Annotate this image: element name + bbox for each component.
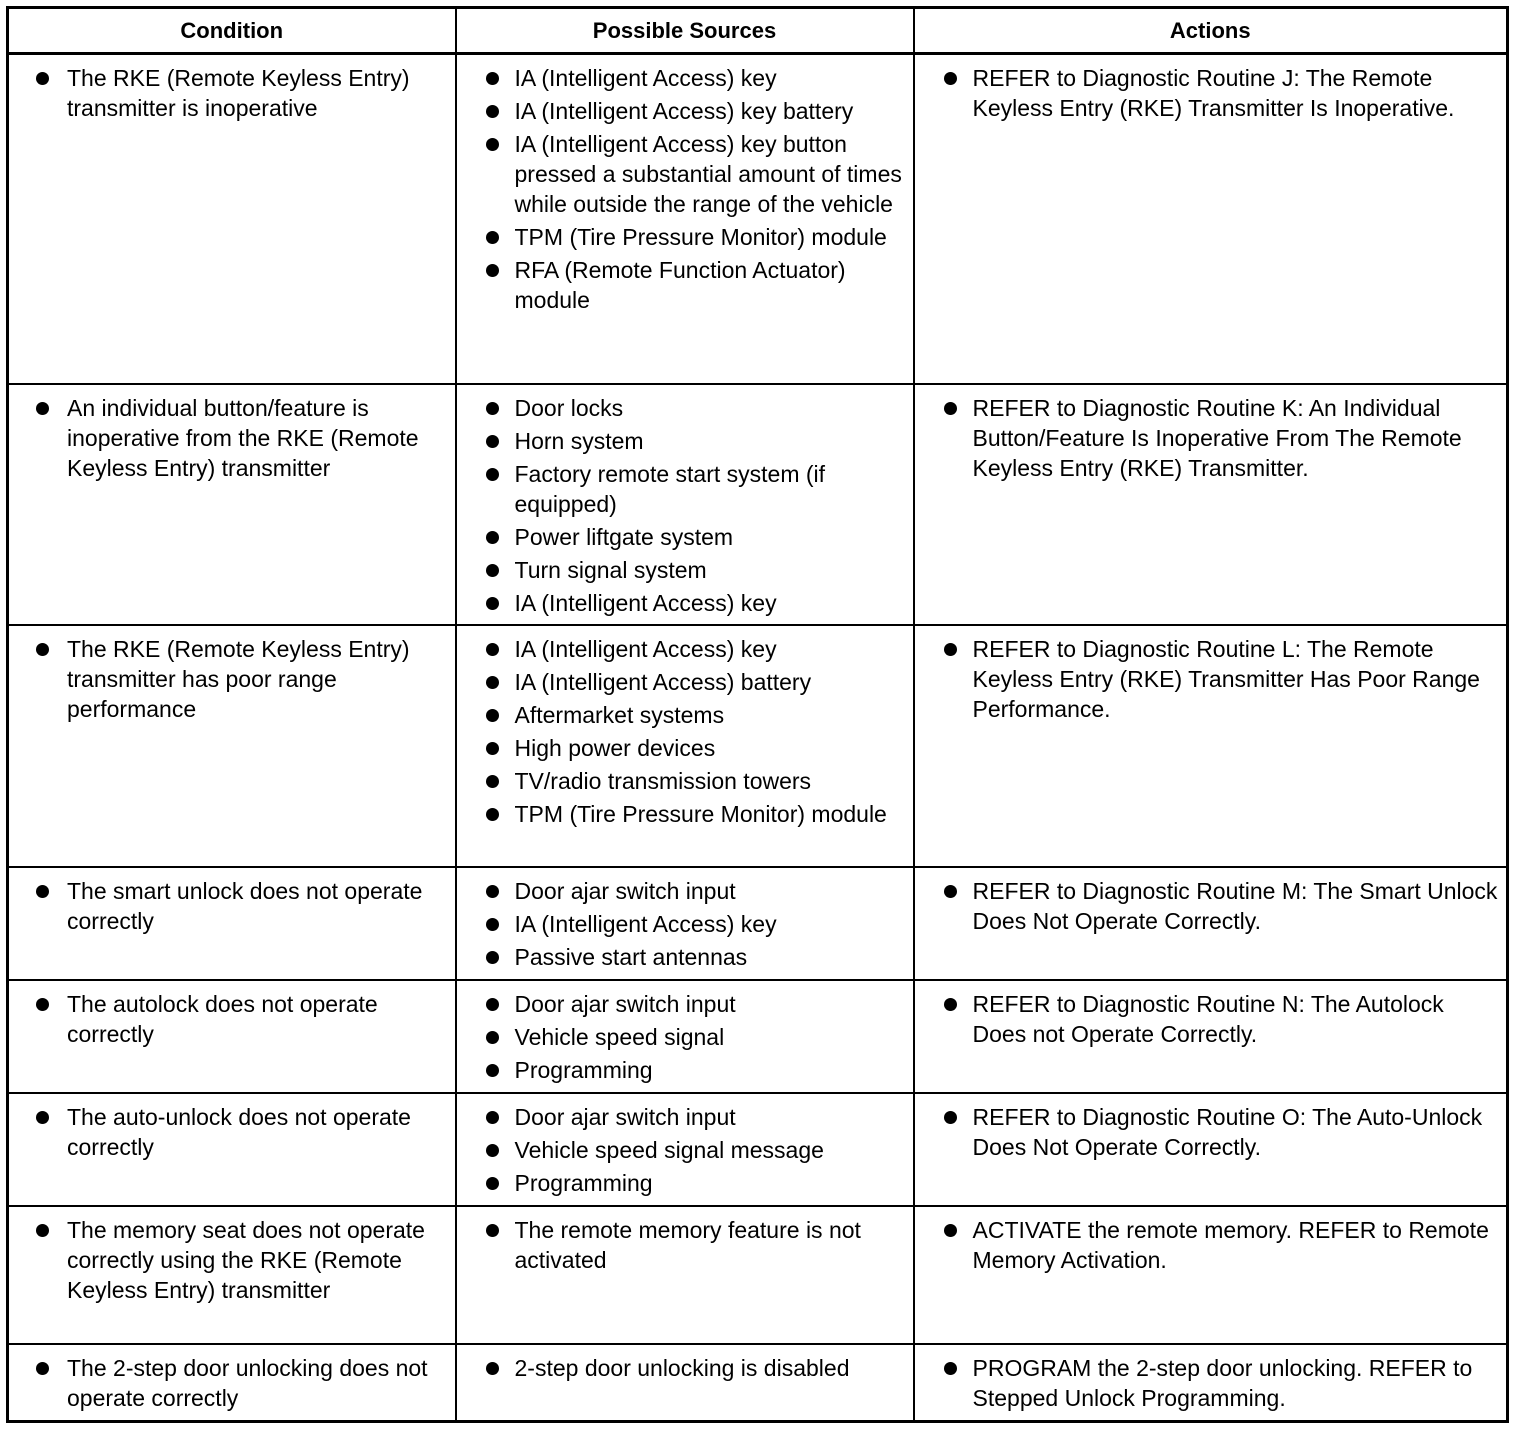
- condition-text: The auto-unlock does not operate correctly: [67, 1103, 411, 1160]
- source-item: [465, 555, 905, 585]
- source-text: Door ajar switch input: [514, 1103, 736, 1130]
- possible-sources-cell: [456, 54, 914, 384]
- source-text: RFA (Remote Function Actuator) module: [514, 257, 846, 313]
- condition-item: [17, 989, 447, 1049]
- bullet-icon: [486, 231, 499, 244]
- header-row: [8, 8, 1508, 54]
- bullet-icon: [944, 998, 957, 1011]
- source-item: [465, 766, 905, 796]
- condition-item: [17, 634, 447, 724]
- condition-cell: [8, 625, 456, 867]
- condition-cell: [8, 54, 456, 384]
- bullet-icon: [486, 105, 499, 118]
- table-row: [8, 1206, 1508, 1344]
- action-item: [923, 1215, 1499, 1275]
- bullet-icon: [486, 918, 499, 931]
- source-item: [465, 634, 905, 664]
- action-cell: [914, 1093, 1508, 1206]
- action-item: [923, 634, 1499, 724]
- bullet-icon: [486, 951, 499, 964]
- bullet-icon: [486, 531, 499, 544]
- source-text: IA (Intelligent Access) key: [514, 910, 777, 937]
- condition-cell: [8, 1093, 456, 1206]
- action-cell: [914, 1206, 1508, 1344]
- condition-item: [17, 876, 447, 936]
- action-text: ACTIVATE the remote memory. REFER to Remote Memory Activation.: [972, 1216, 1489, 1273]
- condition-item: [17, 63, 447, 123]
- condition-text: The autolock does not operate correctly: [67, 990, 378, 1047]
- source-text: IA (Intelligent Access) key: [514, 589, 777, 616]
- bullet-icon: [486, 775, 499, 788]
- source-text: TV/radio transmission towers: [514, 767, 812, 794]
- condition-item: [17, 393, 447, 483]
- action-cell: [914, 625, 1508, 867]
- bullet-icon: [944, 1111, 957, 1124]
- source-text: Turn signal system: [514, 556, 707, 583]
- bullet-icon: [486, 1031, 499, 1044]
- header-actions: Actions: [914, 8, 1508, 54]
- condition-text: The RKE (Remote Keyless Entry) transmitter has poor range performance: [67, 635, 410, 722]
- action-text: REFER to Diagnostic Routine N: The Autolock Does not Operate Correctly.: [972, 990, 1444, 1047]
- possible-sources-cell: [456, 1093, 914, 1206]
- source-text: 2-step door unlocking is disabled: [514, 1354, 850, 1381]
- bullet-icon: [486, 138, 499, 151]
- bullet-icon: [486, 1144, 499, 1157]
- possible-sources-cell: [456, 384, 914, 625]
- source-item: [465, 129, 905, 219]
- action-text: REFER to Diagnostic Routine J: The Remote Keyless Entry (RKE) Transmitter Is Inoperative.: [972, 65, 1455, 121]
- bullet-icon: [944, 643, 957, 656]
- possible-sources-cell: [456, 1206, 914, 1344]
- bullet-icon: [486, 1064, 499, 1077]
- table-body: [8, 54, 1508, 1422]
- condition-cell: [8, 980, 456, 1093]
- action-cell: [914, 54, 1508, 384]
- action-item: [923, 393, 1499, 483]
- source-item: [465, 909, 905, 939]
- condition-text: The smart unlock does not operate correctly: [67, 877, 423, 934]
- condition-item: [17, 1215, 447, 1305]
- bullet-icon: [486, 402, 499, 415]
- source-item: [465, 700, 905, 730]
- action-cell: [914, 1344, 1508, 1422]
- source-text: TPM (Tire Pressure Monitor) module: [514, 800, 887, 827]
- bullet-icon: [486, 264, 499, 277]
- source-text: IA (Intelligent Access) key: [514, 635, 777, 662]
- header-condition: Condition: [8, 8, 456, 54]
- source-text: Programming: [514, 1056, 653, 1083]
- action-item: [923, 63, 1499, 123]
- bullet-icon: [486, 435, 499, 448]
- source-item: [465, 96, 905, 126]
- bullet-icon: [486, 1177, 499, 1190]
- condition-cell: [8, 1344, 456, 1422]
- source-item: [465, 588, 905, 618]
- action-text: REFER to Diagnostic Routine L: The Remote Keyless Entry (RKE) Transmitter Has Poor Range Performance.: [972, 635, 1480, 722]
- bullet-icon: [944, 402, 957, 415]
- bullet-icon: [36, 402, 49, 415]
- possible-sources-cell: [456, 980, 914, 1093]
- source-item: [465, 799, 905, 829]
- source-item: [465, 426, 905, 456]
- bullet-icon: [486, 742, 499, 755]
- source-item: [465, 1135, 905, 1165]
- condition-text: The memory seat does not operate correctly using the RKE (Remote Keyless Entry) transmitter: [67, 1216, 425, 1303]
- table-row: [8, 384, 1508, 625]
- table-row: [8, 1093, 1508, 1206]
- bullet-icon: [36, 885, 49, 898]
- source-text: TPM (Tire Pressure Monitor) module: [514, 224, 887, 250]
- source-item: [465, 667, 905, 697]
- bullet-icon: [486, 1362, 499, 1375]
- bullet-icon: [486, 72, 499, 85]
- action-text: REFER to Diagnostic Routine O: The Auto-Unlock Does Not Operate Correctly.: [972, 1103, 1483, 1160]
- action-text: PROGRAM the 2-step door unlocking. REFER to Stepped Unlock Programming.: [972, 1354, 1473, 1411]
- source-item: [465, 876, 905, 906]
- condition-cell: [8, 384, 456, 625]
- source-text: Horn system: [514, 427, 644, 454]
- bullet-icon: [486, 1111, 499, 1124]
- condition-text: An individual button/feature is inoperative from the RKE (Remote Keyless Entry) transmitter: [67, 394, 419, 481]
- bullet-icon: [944, 1362, 957, 1375]
- source-text: IA (Intelligent Access) battery: [514, 668, 812, 695]
- bullet-icon: [486, 998, 499, 1011]
- source-item: [465, 1055, 905, 1085]
- source-item: [465, 1353, 905, 1383]
- bullet-icon: [486, 643, 499, 656]
- source-text: IA (Intelligent Access) key button pressed a substantial amount of times while outside the range of the vehicle: [514, 131, 902, 217]
- diagnostic-table: [6, 6, 1509, 1423]
- bullet-icon: [486, 564, 499, 577]
- bullet-icon: [486, 597, 499, 610]
- table-row: [8, 54, 1508, 384]
- possible-sources-cell: [456, 1344, 914, 1422]
- source-item: [465, 1022, 905, 1052]
- bullet-icon: [36, 72, 49, 85]
- source-text: IA (Intelligent Access) key battery: [514, 98, 854, 124]
- table-row: [8, 1344, 1508, 1422]
- source-text: Factory remote start system (if equipped): [514, 460, 826, 517]
- possible-sources-cell: [456, 625, 914, 867]
- bullet-icon: [486, 676, 499, 689]
- action-item: [923, 1353, 1499, 1413]
- source-text: The remote memory feature is not activated: [514, 1216, 861, 1273]
- bullet-icon: [486, 808, 499, 821]
- source-text: Door ajar switch input: [514, 990, 736, 1017]
- source-item: [465, 522, 905, 552]
- action-item: [923, 989, 1499, 1049]
- action-item: [923, 1102, 1499, 1162]
- source-item: [465, 222, 905, 252]
- source-text: Vehicle speed signal: [514, 1023, 725, 1050]
- source-item: [465, 1102, 905, 1132]
- action-cell: [914, 867, 1508, 980]
- table-row: [8, 867, 1508, 980]
- bullet-icon: [36, 1111, 49, 1124]
- source-item: [465, 255, 905, 315]
- action-text: REFER to Diagnostic Routine K: An Individual Button/Feature Is Inoperative From The Remote Keyless Entry (RKE) Transmitter.: [972, 394, 1462, 481]
- condition-cell: [8, 867, 456, 980]
- source-item: [465, 63, 905, 93]
- possible-sources-cell: [456, 867, 914, 980]
- source-text: High power devices: [514, 734, 716, 761]
- condition-item: [17, 1102, 447, 1162]
- condition-item: [17, 1353, 447, 1413]
- source-item: [465, 733, 905, 763]
- source-item: [465, 1215, 905, 1275]
- bullet-icon: [36, 643, 49, 656]
- bullet-icon: [486, 709, 499, 722]
- source-text: Vehicle speed signal message: [514, 1136, 824, 1163]
- action-cell: [914, 980, 1508, 1093]
- action-item: [923, 876, 1499, 936]
- table-row: [8, 980, 1508, 1093]
- source-text: Aftermarket systems: [514, 701, 725, 728]
- bullet-icon: [486, 885, 499, 898]
- source-text: IA (Intelligent Access) key: [514, 65, 777, 91]
- bullet-icon: [944, 1224, 957, 1237]
- source-item: [465, 1168, 905, 1198]
- source-text: Passive start antennas: [514, 943, 748, 970]
- bullet-icon: [36, 1224, 49, 1237]
- bullet-icon: [486, 468, 499, 481]
- bullet-icon: [944, 885, 957, 898]
- source-text: Programming: [514, 1169, 653, 1196]
- source-text: Power liftgate system: [514, 523, 734, 550]
- action-text: REFER to Diagnostic Routine M: The Smart Unlock Does Not Operate Correctly.: [972, 877, 1498, 934]
- table-row: [8, 625, 1508, 867]
- source-text: Door locks: [514, 394, 624, 421]
- source-item: [465, 459, 905, 519]
- bullet-icon: [944, 72, 957, 85]
- condition-cell: [8, 1206, 456, 1344]
- bullet-icon: [36, 1362, 49, 1375]
- condition-text: The 2-step door unlocking does not operate correctly: [67, 1354, 428, 1411]
- condition-text: The RKE (Remote Keyless Entry) transmitter is inoperative: [67, 65, 410, 121]
- action-cell: [914, 384, 1508, 625]
- source-text: Door ajar switch input: [514, 877, 736, 904]
- source-item: [465, 393, 905, 423]
- source-item: [465, 989, 905, 1019]
- header-possible-sources: Possible Sources: [456, 8, 914, 54]
- bullet-icon: [486, 1224, 499, 1237]
- source-item: [465, 942, 905, 972]
- bullet-icon: [36, 998, 49, 1011]
